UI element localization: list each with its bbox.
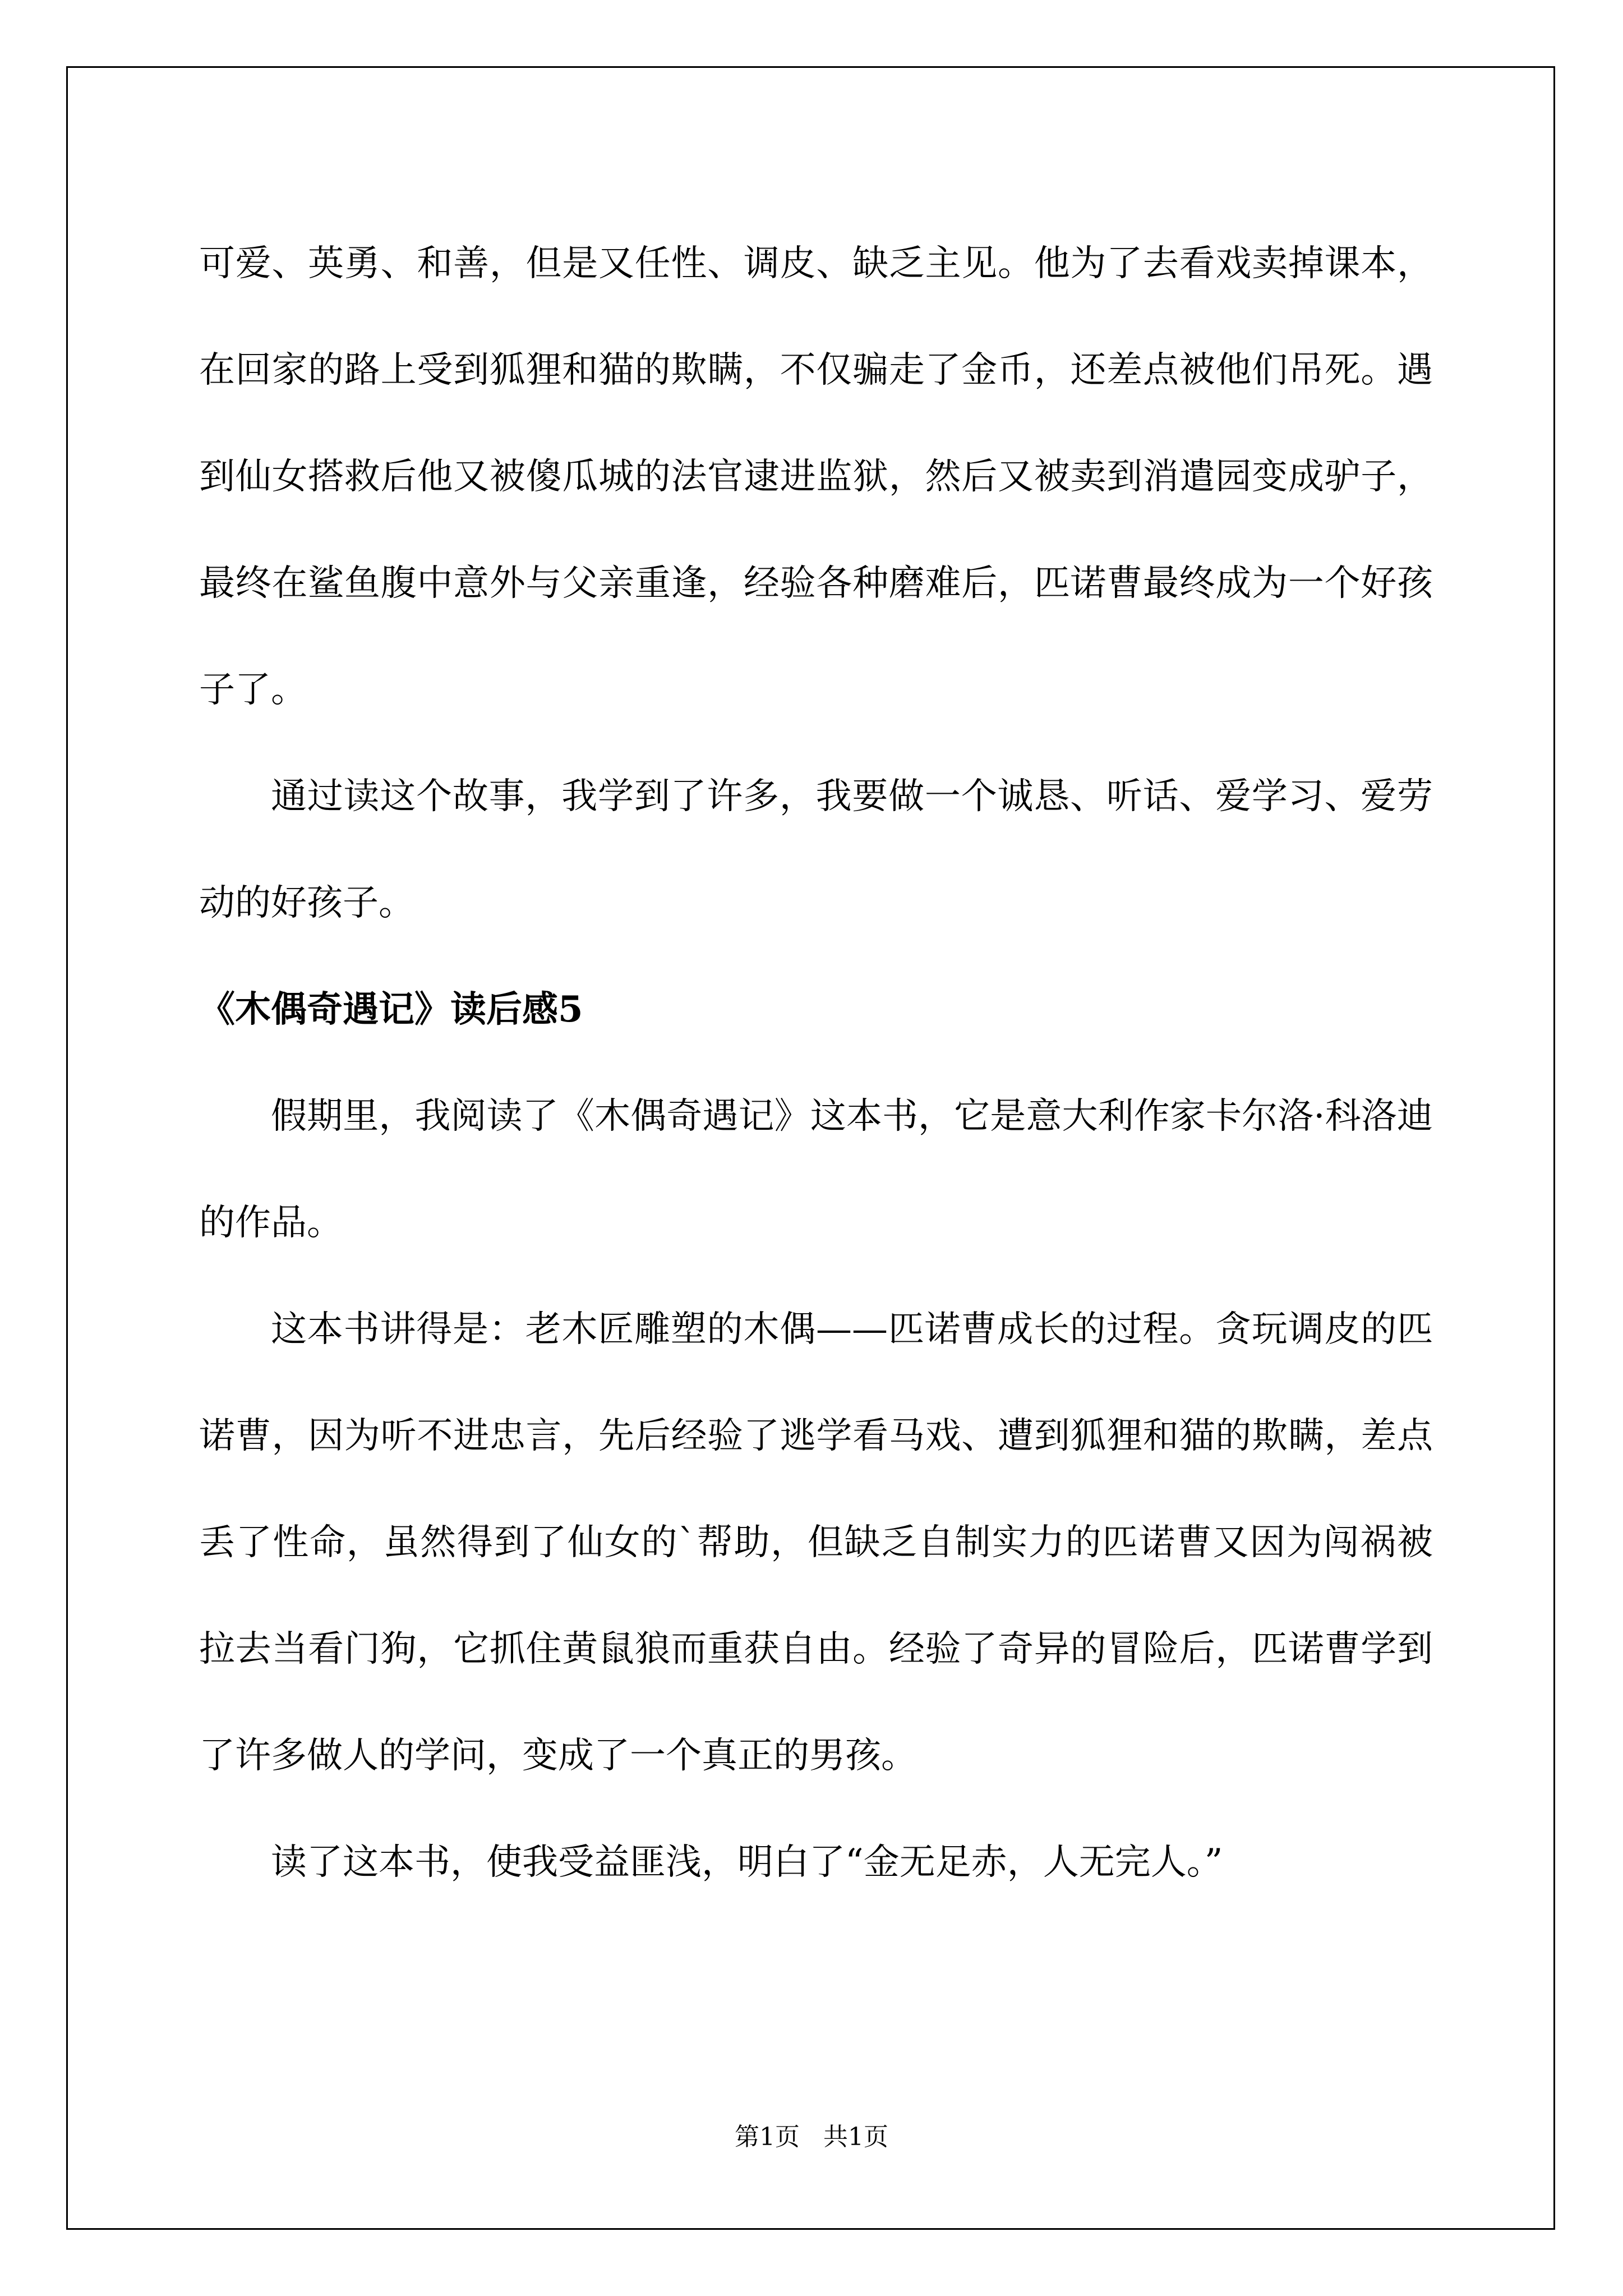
page-footer <box>0 2120 1623 2154</box>
paragraph: 这本书讲得是：老木匠雕塑的木偶——匹诺曹成长的过程。贪玩调皮的匹诺曹，因为听不进忠言，先后经验了逃学看马戏、遭到狐狸和猫的欺瞒，差点丢了性命，虽然得到了仙女的`帮助，但缺乏自制实力的匹诺曹又因为闯祸被拉去当看门狗，它抓住黄鼠狼而重获自由。经验了奇异的冒险后，匹诺曹学到了许多做人的学问，变成了一个真正的男孩。 <box>199 1309 1433 1777</box>
page-total: 共1页 <box>823 2123 888 2151</box>
document-body <box>199 210 1433 1916</box>
paragraph: 通过读这个故事，我学到了许多，我要做一个诚恳、听话、爱学习、爱劳动的好孩子。 <box>199 776 1433 924</box>
paragraph: 假期里，我阅读了《木偶奇遇记》这本书，它是意大利作家卡尔洛·科洛迪的作品。 <box>199 1096 1433 1244</box>
section-heading: 《木偶奇遇记》读后感5 <box>199 988 583 1030</box>
page-number: 第1页 <box>735 2123 800 2151</box>
paragraph: 可爱、英勇、和善，但是又任性、调皮、缺乏主见。他为了去看戏卖掉课本，在回家的路上受到狐狸和猫的欺瞒，不仅骗走了金币，还差点被他们吊死。遇到仙女搭救后他又被傻瓜城的法官逮进监狱，然后又被卖到消遣园变成驴子，最终在鲨鱼腹中意外与父亲重逢，经验各种磨难后，匹诺曹最终成为一个好孩子了。 <box>199 243 1433 711</box>
paragraph: 读了这本书，使我受益匪浅，明白了“金无足赤，人无完人。” <box>271 1842 1223 1883</box>
